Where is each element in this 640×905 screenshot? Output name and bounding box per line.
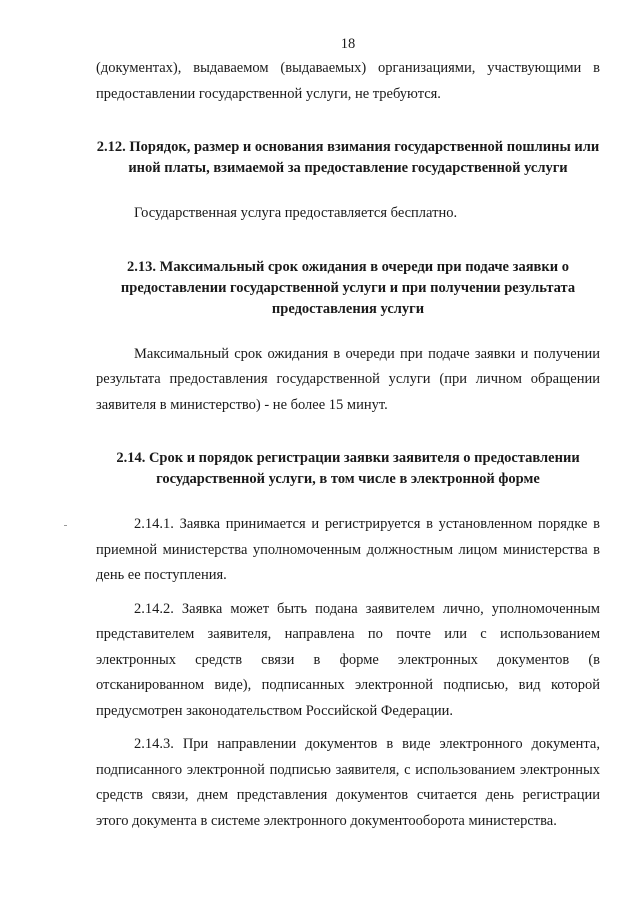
scan-artifact bbox=[64, 525, 67, 526]
paragraph-continuation: (документах), выдаваемом (выдаваемых) организациями, участвующими в предоставлении государственной услуги, не требуются. bbox=[96, 60, 600, 102]
page-number: 18 bbox=[340, 36, 356, 52]
heading-2-12: 2.12. Порядок, размер и основания взимания государственной пошлины или иной платы, взимаемой за предоставление государственной услуги bbox=[96, 139, 600, 176]
heading-2-13: 2.13. Максимальный срок ожидания в очереди при подаче заявки о предоставлении государственной услуги и при получении результата предоставления услуги bbox=[120, 258, 576, 317]
paragraph-2-14-3: 2.14.3. При направлении документов в виде электронного документа, подписанного электронной подписью заявителя, с использованием электронных средств связи, днем представления документов считается день регистрации этого документа в системе электронного документооборота министерства. bbox=[96, 736, 600, 829]
paragraph-2-14-1: 2.14.1. Заявка принимается и регистрируется в установленном порядке в приемной министерства уполномоченным должностным лицом министерства в день ее поступления. bbox=[96, 516, 600, 583]
paragraph-2-14-2: 2.14.2. Заявка может быть подана заявителем лично, уполномоченным представителем заявителя, направлена по почте или с использованием электронных средств связи в форме электронных документов (в отсканированном виде), подписанных электронной подписью, вид которой предусмотрен законодательством Российской Федерации. bbox=[96, 600, 600, 719]
document-page bbox=[96, 34, 600, 834]
paragraph-2-13: Максимальный срок ожидания в очереди при подаче заявки и получении результата предоставления государственной услуги (при личном обращении заявителя в министерство) - не более 15 минут. bbox=[96, 345, 600, 413]
heading-2-14: 2.14. Срок и порядок регистрации заявки заявителя о предоставлении государственной услуги, в том числе в электронной форме bbox=[116, 450, 580, 487]
paragraph-2-12: Государственная услуга предоставляется бесплатно. bbox=[134, 205, 458, 221]
